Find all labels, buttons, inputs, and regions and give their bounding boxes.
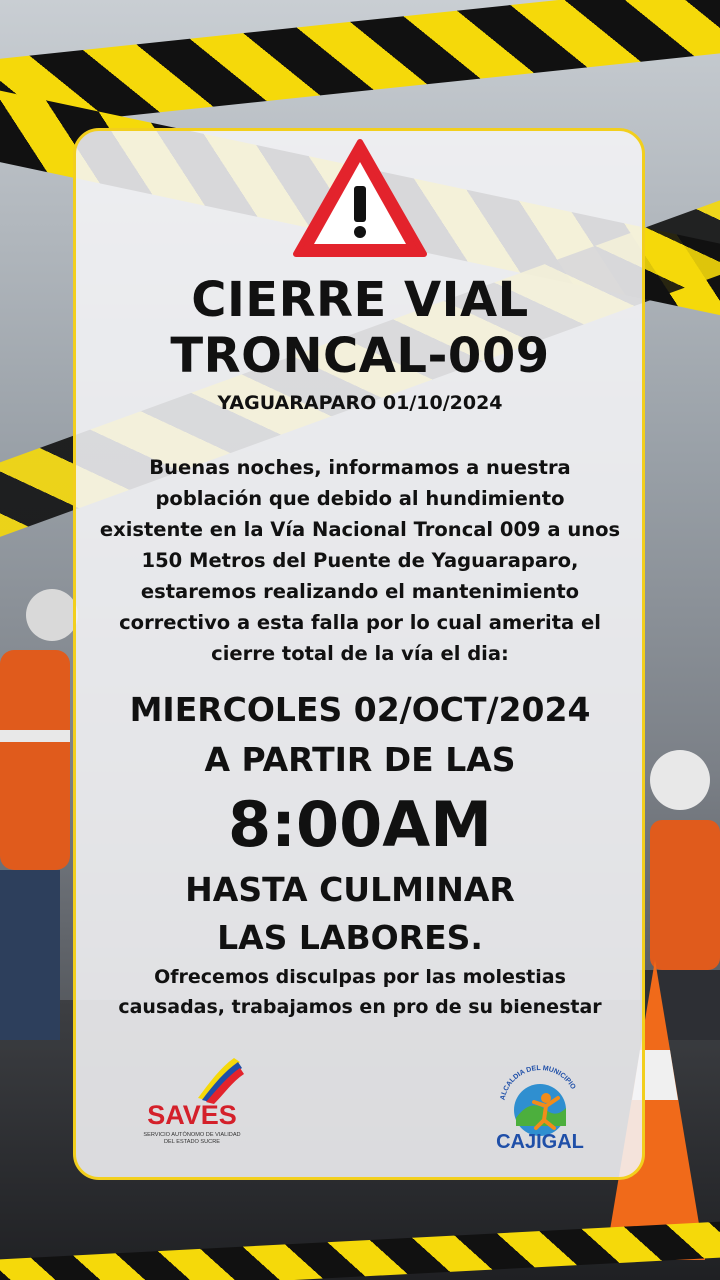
page-title	[0, 272, 720, 384]
message-line: población que debido al hundimiento	[155, 487, 565, 510]
saves-subtitle-2: DEL ESTADO SUCRE	[164, 1139, 220, 1145]
apology-line: causadas, trabajamos en pro de su bienestar	[118, 996, 602, 1018]
message-paragraph	[80, 452, 640, 669]
saves-name: SAVES	[147, 1100, 237, 1130]
cajigal-name: CAJIGAL	[496, 1131, 584, 1153]
until-line-1: HASTA CULMINAR	[185, 870, 515, 909]
location-date: YAGUARAPARO 01/10/2024	[217, 392, 503, 414]
saves-subtitle-1: SERVICIO AUTÓNOMO DE VIALIDAD	[143, 1132, 241, 1138]
saves-logo	[140, 1052, 250, 1148]
title-line-2: TRONCAL-009	[170, 328, 550, 384]
apology-text	[80, 962, 640, 1022]
title-line-1: CIERRE VIAL	[191, 272, 529, 328]
message-line: existente en la Vía Nacional Troncal 009 a unos	[99, 518, 621, 541]
message-line: cierre total de la vía el dia:	[211, 642, 509, 665]
cajigal-logo	[490, 1062, 590, 1154]
closure-date: MIERCOLES 02/OCT/2024	[129, 690, 591, 729]
message-line: Buenas noches, informamos a nuestra	[149, 456, 571, 479]
message-line: estaremos realizando el mantenimiento	[140, 580, 580, 603]
message-line: 150 Metros del Puente de Yaguaraparo,	[141, 549, 579, 572]
warning-triangle-icon	[292, 138, 428, 258]
until-line-2: LAS LABORES.	[217, 918, 483, 957]
cajigal-arc-text: ALCALDIA DEL MUNICIPIO	[499, 1064, 577, 1101]
apology-line: Ofrecemos disculpas por las molestias	[154, 966, 566, 988]
start-time: 8:00AM	[228, 788, 492, 861]
from-label: A PARTIR DE LAS	[204, 740, 516, 779]
message-line: correctivo a esta falla por lo cual amerita el	[119, 611, 601, 634]
